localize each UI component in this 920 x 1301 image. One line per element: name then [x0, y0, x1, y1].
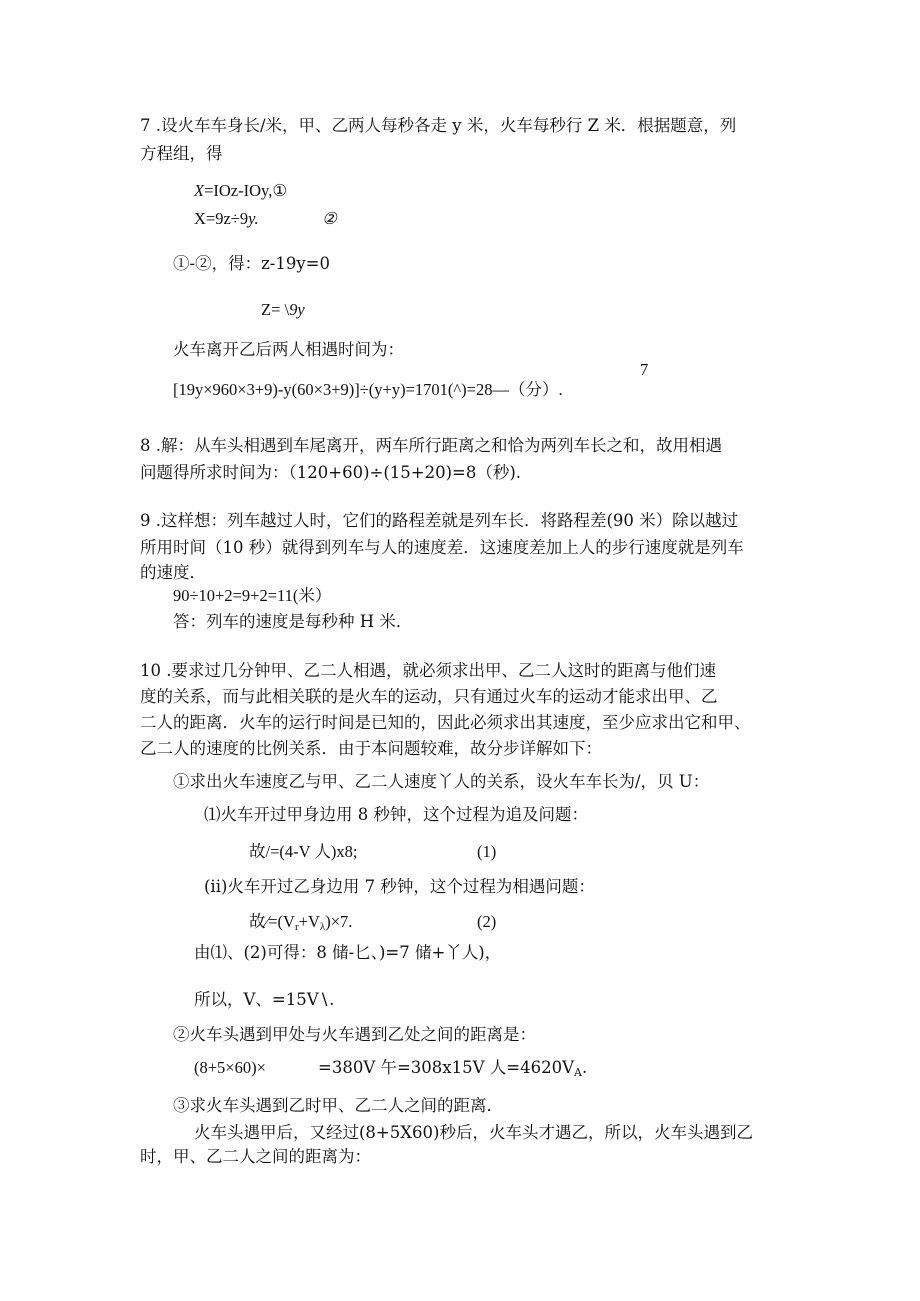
p10-distance-formula-b-text: =380V 午=308x15V 人=4620V [318, 1058, 574, 1077]
p7-equation-2-a: X=9z÷9 [194, 209, 249, 228]
p7-equation-1-rest: =IOz-IOy,① [204, 181, 288, 200]
p10-derivation: 由⑴、(2)可得：8 储-匕、)=7 储+丫人)， [194, 943, 502, 962]
p10-line-3: 二人的距离．火车的运行时间是已知的，因此必须求出其速度，至少应求出它和甲、 [140, 713, 751, 732]
p10-equation-2-a: 故∕=(V [249, 912, 295, 931]
p10-equation-2-b: +V [298, 912, 320, 931]
p10-line-2: 度的关系，而与此相关联的是火车的运动，只有通过火车的运动才能求出甲、乙 [140, 687, 718, 706]
p9-calculation: 90÷10+2=9+2=11(米） [173, 586, 332, 605]
p7-z-value-a: Z= \ [261, 300, 290, 319]
p7-equation-1 [194, 181, 287, 201]
p10-line-1: 10 .要求过几分钟甲、乙二人相遇，就必须求出甲、乙二人这时的距离与他们速 [140, 661, 716, 680]
p10-paragraph-line-2: 时，甲、乙二人之间的距离为： [140, 1147, 371, 1166]
p10-distance-formula-end: . [581, 1058, 588, 1077]
p7-equation-2 [194, 209, 259, 229]
p8-line-2: 问题得所求时间为：（120+60)÷(15+20)=8（秒). [140, 463, 522, 482]
p7-subtraction: ①-②，得：z-19y=0 [173, 254, 330, 273]
p7-z-value-b: 9y [289, 300, 305, 319]
p10-step-3: ③求火车头遇到乙时甲、乙二人之间的距离． [173, 1096, 503, 1115]
p7-z-value [261, 300, 305, 320]
p7-equation-1-x: X [194, 181, 205, 200]
p10-equation-1: 故/=(4-V 人)x8; [249, 842, 358, 861]
p7-calculation: [19y×960×3+9)-y(60×3+9)]÷(y+y)=1701(^)=28—（分）. [173, 380, 563, 399]
p10-distance-formula-b [318, 1058, 587, 1083]
p10-step-2: ②火车头遇到甲处与火车遇到乙处之间的距离是： [173, 1025, 536, 1044]
p10-sub-1: ⑴火车开过甲身边用 8 秒钟，这个过程为追及问题： [204, 805, 588, 824]
p10-conclusion: 所以，V、=15V∖. [194, 990, 335, 1009]
p9-line-3: 的速度． [140, 563, 206, 582]
p10-step-1: ①求出火车速度乙与甲、乙二人速度丫人的关系，设火车车长为/，贝 U： [173, 772, 710, 791]
p10-equation-2-number: (2) [477, 912, 497, 931]
p9-line-2: 所用时间（10 秒）就得到列车与人的速度差．这速度差加上人的步行速度就是列车 [140, 538, 744, 557]
p8-line-1: 8 .解：从车头相遇到车尾离开，两车所行距离之和恰为两列车长之和，故用相遇 [140, 436, 722, 455]
p10-equation-1-number: (1) [477, 842, 497, 861]
p10-paragraph-line-1: 火车头遇甲后，又经过(8+5X60)秒后，火车头才遇乙，所以，火车头遇到乙 [194, 1123, 753, 1142]
p10-distance-formula-a: (8+5×60)× [194, 1058, 266, 1077]
p10-equation-2-sub-r: r [294, 921, 299, 933]
p10-distance-formula-sub: A [574, 1066, 582, 1079]
p7-line-2: 方程组，得 [140, 144, 223, 163]
p9-answer: 答：列车的速度是每秒种 H 米． [173, 612, 413, 631]
p10-equation-2 [249, 912, 352, 937]
p7-line-1: 7 .设火车车身长/米，甲、乙两人每秒各走 y 米，火车每秒行 Z 米．根据题意，列 [140, 116, 737, 135]
p7-calc-superscript: 7 [640, 360, 649, 379]
p10-equation-2-sub-lambda: λ [319, 921, 326, 933]
p7-meet-time-label: 火车离开乙后两人相遇时间为： [173, 340, 404, 359]
p10-line-4: 乙二人的速度的比例关系．由于本问题较难，故分步详解如下： [140, 739, 602, 758]
p7-equation-2-mark: ② [322, 209, 337, 228]
p7-equation-2-b: y. [248, 209, 259, 228]
p9-line-1: 9 .这样想：列车越过人时，它们的路程差就是列车长．将路程差(90 米）除以越过 [140, 511, 739, 530]
p10-sub-2: (ii)火车开过乙身边用 7 秒钟，这个过程为相遇问题： [204, 877, 595, 896]
p10-equation-2-c: )×7. [325, 912, 353, 931]
